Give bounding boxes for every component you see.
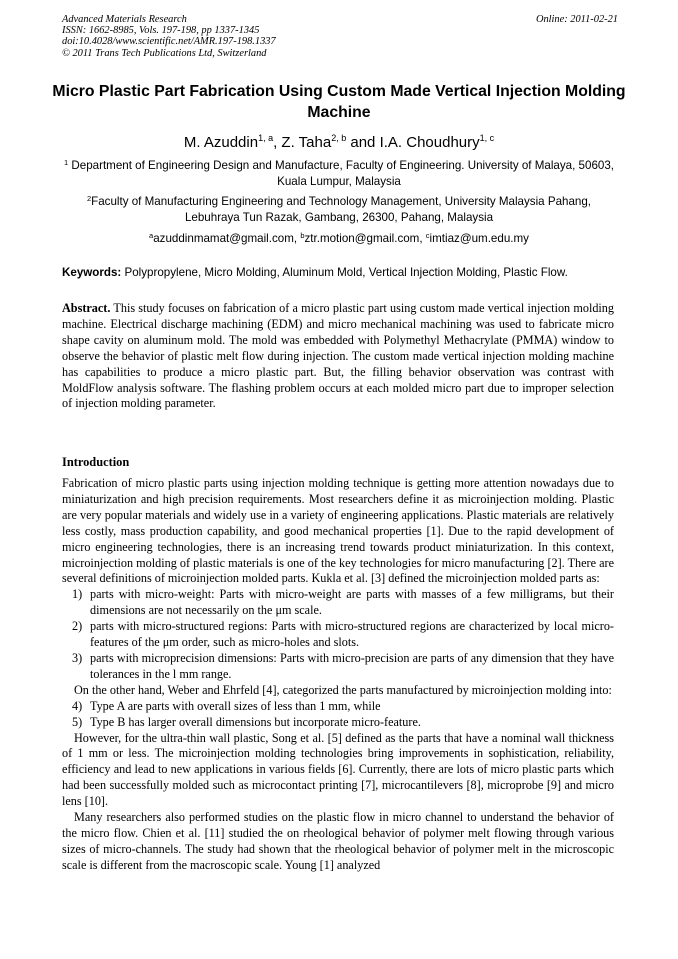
list-text: parts with microprecision dimensions: Parts with micro-precision are parts of any dimension that they have tolerances in the l mm range. [90, 650, 614, 681]
email-c: imtiaz@um.edu.my [429, 232, 529, 245]
copyright-line: © 2011 Trans Tech Publications Ltd, Switzerland [62, 47, 267, 59]
affiliation-1-text: Department of Engineering Design and Manufacture, Faculty of Engineering. University of Malaya, 50603, Kuala Lumpur, Malaysia [71, 159, 615, 188]
list-number: 5) [72, 714, 83, 729]
author-separator: , [273, 134, 282, 151]
author-separator: and [346, 134, 380, 151]
affiliation-2-marker: 2 [86, 194, 92, 203]
list-number: 4) [72, 698, 83, 713]
paper-title: Micro Plastic Part Fabrication Using Custom Made Vertical Injection Molding Machine [52, 83, 626, 121]
author-1: M. Azuddin [183, 134, 259, 151]
author-2-affil: 2, b [331, 133, 347, 143]
email-list [58, 231, 620, 247]
list-item [62, 587, 614, 619]
intro-paragraph-2: On the other hand, Weber and Ehrfeld [4], categorized the parts manufactured by microinjection molding into: [74, 682, 612, 697]
list-text: Type B has larger overall dimensions but incorporate micro-feature. [90, 714, 421, 729]
list-text: parts with micro-weight: Parts with micro-weight are parts with masses of a few milligrams, but their dimensions are not necessarily on the μm scale. [90, 587, 614, 618]
author-2: Z. Taha [281, 134, 332, 151]
list-number: 3) [72, 650, 83, 665]
online-date: Online: 2011-02-21 [535, 14, 618, 25]
email-b-marker: b [300, 231, 305, 240]
journal-name: Advanced Materials Research [62, 14, 187, 25]
email-a: azuddinmamat@gmail.com, [153, 232, 301, 245]
intro-paragraph-4: Many researchers also performed studies on the plastic flow in micro channel to understand the behavior of the micro flow. Chien et al. [11] studied the on rheological behavior of polymer melt flowing through various sizes of micro-channels. The study had shown that the rheological behavior of polymer melt in the microscopic scale is different from the macroscopic scale. Young [1] analyzed [62, 810, 614, 872]
doi-line: doi:10.4028/www.scientific.net/AMR.197-198.1337 [62, 36, 276, 48]
email-a-marker: a [149, 231, 154, 240]
journal-header [62, 14, 618, 59]
list-item [62, 651, 614, 683]
list-number: 1) [72, 587, 83, 602]
intro-paragraph-1: Fabrication of micro plastic parts using injection molding technique is getting more attention nowadays due to miniaturization and high precision requirements. Most researchers define it as microinjection molding. Plastic are very popular materials and widely use in a variety of engineering applications. Plastic materials are relatively less costly, mass production capability, and good mechanical properties [1]. Due to the rapid development of micro engineering technologies, there is an increasing trend towards product miniaturization. In this context, microinjection molding of plastic materials is one of the key technologies for micro manufacturing [2]. There are several definitions of microinjection molded parts. Kukla et al. [3] defined the microinjection molded parts as: [62, 476, 614, 586]
list-item [62, 699, 614, 715]
list-number: 2) [72, 619, 83, 634]
abstract [62, 301, 614, 412]
introduction-body [62, 476, 614, 874]
keywords-label: Keywords: [62, 266, 122, 279]
abstract-label: Abstract. [62, 301, 111, 315]
keywords-text: Polypropylene, Micro Molding, Aluminum Mold, Vertical Injection Molding, Plastic Flow. [121, 266, 568, 279]
author-3: I.A. Choudhury [379, 134, 480, 151]
author-list [40, 133, 638, 152]
email-b: ztr.motion@gmail.com, [304, 232, 426, 245]
keywords [62, 265, 622, 281]
affiliation-2 [58, 194, 620, 226]
section-heading-introduction: Introduction [62, 455, 130, 469]
list-item [62, 715, 614, 731]
email-c-marker: c [425, 231, 430, 240]
abstract-text: This study focuses on fabrication of a micro plastic part using custom made vertical injection molding machine. Electrical discharge machining (EDM) and micro mechanical machining was used to fabricate micro shape cavity on aluminum mold. The mold was embedded with Polymethyl Methacrylate (PMMA) window to observe the behavior of plastic melt flow during injection. The custom made vertical injection molding machine has capabilities to produce a micro plastic part. But, the filling behavior observation was contrast with MoldFlow analysis software. The flashing problem occurs at each molded micro part due to improper selection of injection molding parameter. [62, 301, 614, 411]
author-3-affil: 1, c [479, 133, 495, 143]
list-text: parts with micro-structured regions: Parts with micro-structured regions are characterized by local micro-features of the μm order, such as micro-holes and slots. [90, 619, 614, 650]
list-item [62, 619, 614, 651]
affiliation-1 [58, 158, 620, 190]
affiliation-2-text: Faculty of Manufacturing Engineering and Technology Management, University Malaysia Pahang, Lebuhraya Tun Razak, Gambang, 26300, Pahang, Malaysia [91, 195, 592, 224]
list-text: Type A are parts with overall sizes of less than 1 mm, while [90, 698, 381, 713]
author-1-affil: 1, a [258, 133, 274, 143]
intro-paragraph-3: However, for the ultra-thin wall plastic, Song et al. [5] defined as the parts that have a nominal wall thickness of 1 mm or less. The microinjection molding technologies bring improvements in sophistication, reliability, efficiency and lead to new applications in various fields [6]. Currently, there are lots of micro plastic parts which had been successfully molded such as microcontact printing [7], microcantilevers [8], microprobe [9] and micro lens [10]. [62, 730, 614, 809]
affiliation-1-marker: 1 [63, 158, 69, 167]
issn-line: ISSN: 1662-8985, Vols. 197-198, pp 1337-1345 [62, 25, 260, 37]
